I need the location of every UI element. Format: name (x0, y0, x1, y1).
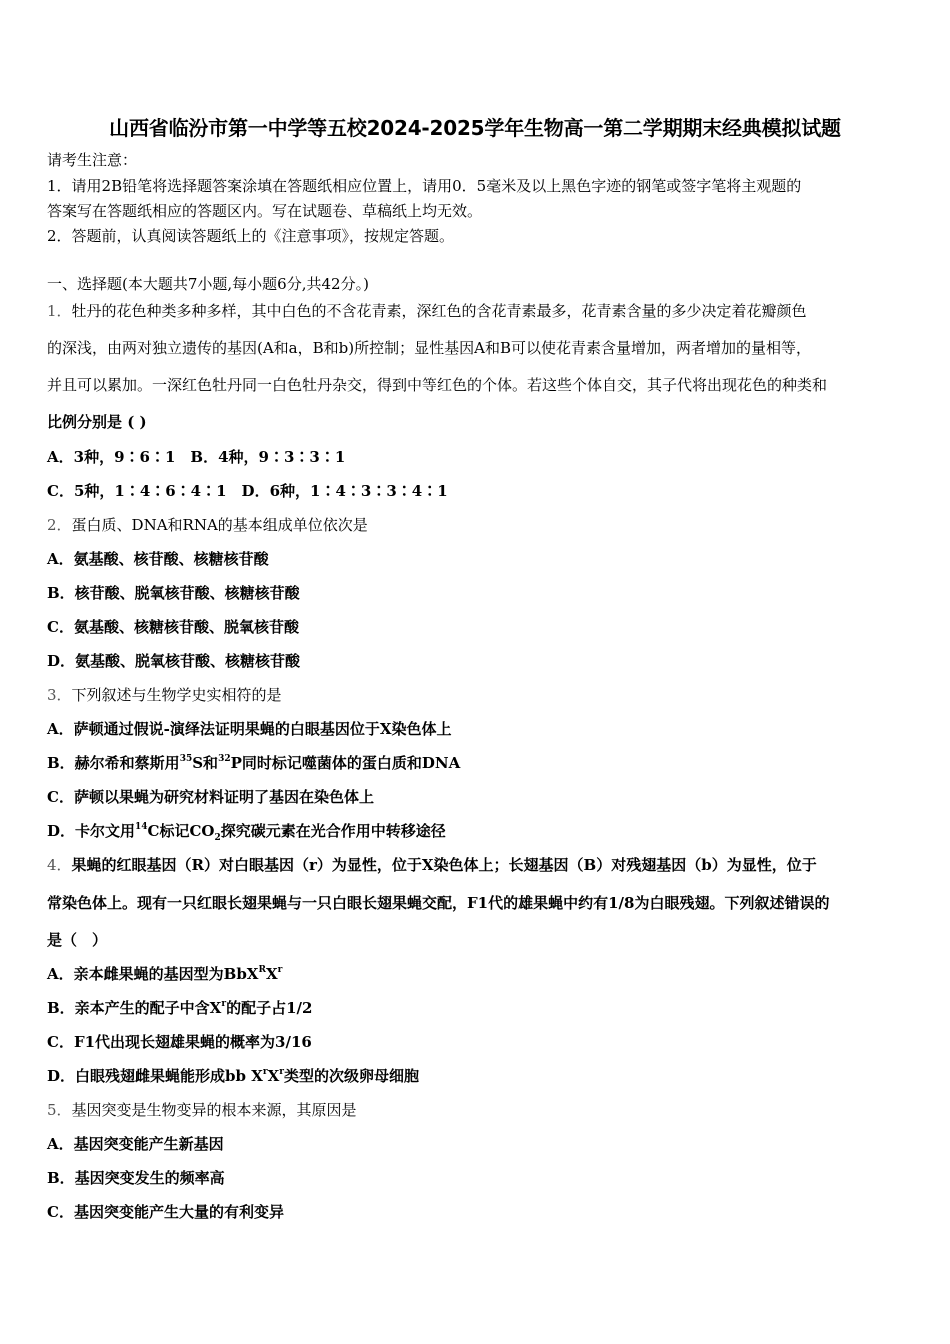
page-title: 山西省临汾市第一中学等五校2024-2025学年生物高一第二学期期末经典模拟试题 (109, 116, 841, 140)
question-3-stem: 3．下列叙述与生物学史实相符的是 (47, 686, 282, 704)
question-number: 4． (47, 856, 72, 874)
section-heading: 一、选择题(本大题共7小题,每小题6分,共42分。) (47, 275, 369, 293)
question-4-option-a: A．亲本雌果蝇的基因型为$BbX^RX^r$ (47, 965, 283, 983)
question-number: 3． (47, 686, 72, 704)
notice-item-1-cont: 答案写在答题纸相应的答题区内。写在试题卷、草稿纸上均无效。 (47, 202, 483, 220)
question-4-option-d: D．白眼残翅雌果蝇能形成bb $X^rX^r$类型的次级卵母细胞 (47, 1067, 420, 1085)
question-1-line-4: 比例分别是 ( ) (47, 413, 147, 431)
question-2-option-a: A．氨基酸、核苷酸、核糖核苷酸 (47, 550, 269, 568)
question-4-option-c: C．F1代出现长翅雄果蝇的概率为3/16 (47, 1033, 312, 1051)
question-3-option-a: A．萨顿通过假说-演绎法证明果蝇的白眼基因位于X染色体上 (47, 720, 452, 738)
question-5-option-a: A．基因突变能产生新基因 (47, 1135, 224, 1153)
question-3-option-d: D．卡尔文用$^{14}$C标记$CO_2$探究碳元素在光合作用中转移途径 (47, 822, 446, 843)
question-2-option-d: D．氨基酸、脱氧核苷酸、核糖核苷酸 (47, 652, 301, 670)
notice-heading: 请考生注意： (47, 151, 138, 169)
question-number: 5． (47, 1101, 72, 1119)
question-1-line-2: 的深浅，由两对独立遗传的基因(A和a，B和b)所控制；显性基因A和B可以使花青素含量增加，两者增加的量相等， (47, 339, 811, 357)
question-4-line-2: 常染色体上。现有一只红眼长翅果蝇与一只白眼长翅果蝇交配，F1代的雄果蝇中约有1/8为白眼残翅。下列叙述错误的 (47, 894, 830, 912)
question-1-options-cd: C．5种，1∶4∶6∶4∶1 D．6种，1∶4∶3∶3∶4∶1 (47, 482, 448, 500)
notice-item-2: 2．答题前，认真阅读答题纸上的《注意事项》，按规定答题。 (47, 227, 455, 245)
question-number: 1． (47, 302, 72, 320)
question-1-line-3: 并且可以累加。一深红色牡丹同一白色牡丹杂交，得到中等红色的个体。若这些个体自交，其子代将出现花色的种类和 (47, 376, 828, 394)
question-2-stem: 2．蛋白质、DNA和RNA的基本组成单位依次是 (47, 516, 368, 534)
question-2-option-c: C．氨基酸、核糖核苷酸、脱氧核苷酸 (47, 618, 299, 636)
question-5-option-b: B．基因突变发生的频率高 (47, 1169, 225, 1187)
question-5-option-c: C．基因突变能产生大量的有利变异 (47, 1203, 284, 1221)
question-1-line-1: 1．牡丹的花色种类多种多样，其中白色的不含花青素，深红色的含花青素最多，花青素含量的多少决定着花瓣颜色 (47, 302, 807, 320)
notice-item-1: 1．请用2B铅笔将选择题答案涂填在答题纸相应位置上，请用0．5毫米及以上黑色字迹的钢笔或签字笔将主观题的 (47, 177, 802, 195)
question-number: 2． (47, 516, 72, 534)
question-3-option-c: C．萨顿以果蝇为研究材料证明了基因在染色体上 (47, 788, 374, 806)
question-5-stem: 5．基因突变是生物变异的根本来源，其原因是 (47, 1101, 357, 1119)
question-1-options-ab: A．3种，9∶6∶1 B．4种，9∶3∶3∶1 (47, 448, 346, 466)
question-2-option-b: B．核苷酸、脱氧核苷酸、核糖核苷酸 (47, 584, 300, 602)
question-4-line-1: 4．果蝇的红眼基因（R）对白眼基因（r）为显性，位于X染色体上；长翅基因（B）对残翅基因（b）为显性，位于 (47, 856, 817, 874)
question-3-option-b: B．赫尔希和蔡斯用$^{35}$S和$^{32}$P同时标记噬菌体的蛋白质和DNA (47, 754, 461, 772)
question-4-line-3: 是（ ） (47, 931, 108, 949)
question-4-option-b: B．亲本产生的配子中含$X^r$的配子占1/2 (47, 999, 313, 1017)
